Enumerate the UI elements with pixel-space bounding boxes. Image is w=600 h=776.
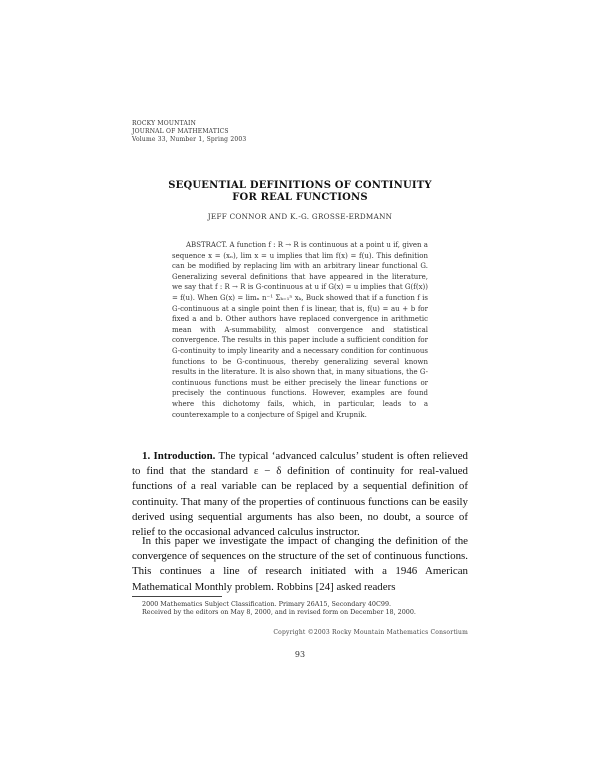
intro-paragraph-1-text: The typical ‘advanced calculus’ student is often relieved to find that the standard ε − δ definition of continuity for real-valued functions of a real variable can be replaced by a sequential definition of continuity. That many of the properties of continuous functions can be easily derived using sequential arguments has also been, no doubt, a source of relief to the occasional advanced calculus instructor. (132, 450, 468, 539)
journal-line-1: ROCKY MOUNTAIN (132, 120, 197, 127)
copyright-notice: Copyright ©2003 Rocky Mountain Mathematics Consortium (273, 629, 468, 636)
authors: JEFF CONNOR AND K.-G. GROSSE-ERDMANN (207, 212, 393, 221)
journal-line-3: Volume 33, Number 1, Spring 2003 (132, 136, 247, 143)
journal-line-2: JOURNAL OF MATHEMATICS (132, 128, 229, 135)
intro-paragraph-1 (132, 449, 468, 540)
footnotes (132, 600, 468, 617)
paper-title (0, 180, 600, 204)
abstract-label: ABSTRACT. (186, 241, 228, 249)
abstract-text: A function f : R → R is continuous at a point u if, given a sequence x = (xₙ), lim x = u implies that lim f(x) = f(u). This definition can be modified by replacing lim with an arbitrary linear functional G. Generalizing several definitions that have appeared in the literature, we say that f : R → R is G-continuous at u if G(x) = u implies that G(f(x)) = f(u). When G(x) = limₙ n⁻¹ Σₖ₌₁ⁿ xₖ, Buck showed that if a function f is G-continuous at a single point then f is linear, that is, f(u) = au + b for fixed a and b. Other authors have replaced convergence in arithmetic mean with A-summability, almost convergence and statistical convergence. The results in this paper include a sufficient condition for G-continuity to imply linearity and a necessary condition for continuous functions to be G-continuous, thereby generalizing several known results in the literature. It is also shown that, in many situations, the G-continuous functions must be either precisely the linear functions or precisely the continuous functions. However, examples are found where this dichotomy fails, which, in particular, leads to a counterexample to a conjecture of Spigel and Krupnik. (172, 241, 428, 419)
footnote-rule (132, 596, 222, 597)
intro-paragraph-2-text: In this paper we investigate the impact of changing the definition of the convergence of sequences on the structure of the set of continuous functions. This continues a line of research initiated with a 1946 American Mathematical Monthly problem. Robbins [24] asked readers (132, 535, 468, 593)
abstract (172, 240, 428, 420)
footnote-received: Received by the editors on May 8, 2000, and in revised form on December 18, 2000. (142, 608, 416, 617)
page-number: 93 (294, 650, 306, 659)
section-heading: 1. Introduction. (142, 450, 216, 462)
intro-paragraph-2 (132, 534, 468, 595)
footnote-classification: 2000 Mathematics Subject Classification. Primary 26A15, Secondary 40C99. (142, 600, 392, 608)
journal-header (132, 120, 246, 144)
title-line-2: FOR REAL FUNCTIONS (232, 192, 368, 203)
title-line-1: SEQUENTIAL DEFINITIONS OF CONTINUITY (168, 180, 432, 191)
